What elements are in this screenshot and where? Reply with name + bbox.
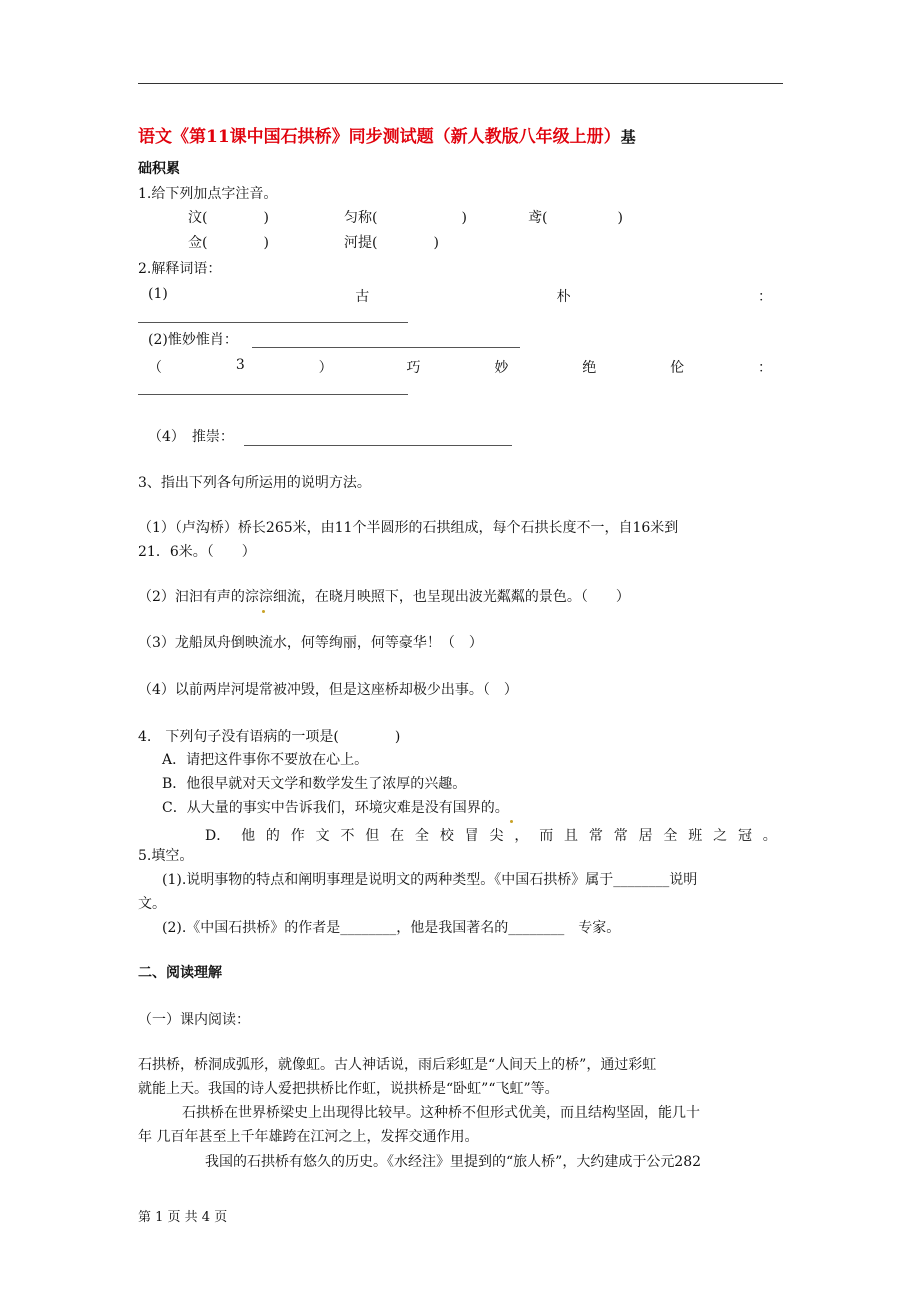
q3-sentence-2: （2）汩汩有声的淙淙细流，在晓月映照下，也呈现出波光粼粼的景色。（ ） <box>138 589 630 605</box>
reading-paragraph: 我国的石拱桥有悠久的历史。《水经注》里提到的“旅人桥”，大约建成于公元282 <box>205 1154 702 1170</box>
q2-item1: (1) 古 朴 ： <box>148 286 772 305</box>
q4-option-a: A．请把这件事你不要放在心上。 <box>162 752 369 768</box>
page-title: 语文《第11课中国石拱桥》同步测试题（新人教版八年级上册）基 <box>138 127 636 147</box>
q5-prompt: 5.填空。 <box>138 848 194 864</box>
q1-item: 鸢( ) <box>528 210 623 226</box>
q4-option-d: D． 他 的 作 文 不 但 在 全 校 冒 尖 ， 而 且 常 常 居 全 班 之 冠 。 <box>205 828 777 844</box>
q3-sentence-1-cont: 21．6米。（ ） <box>138 544 256 560</box>
section2-heading: 二、阅读理解 <box>138 965 222 981</box>
q5-item-1-cont: 文。 <box>138 896 166 912</box>
q4-option-b: B．他很早就对天文学和数学发生了浓厚的兴趣。 <box>162 776 467 792</box>
q3-sentence-4: （4）以前两岸河堤常被冲毁，但是这座桥却极少出事。（ ） <box>138 682 518 698</box>
answer-line <box>138 322 408 323</box>
q3-sentence-3: （3）龙船凤舟倒映流水，何等绚丽，何等豪华！（ ） <box>138 635 483 651</box>
q1-item: 汶( ) <box>188 210 269 226</box>
q3-prompt: 3、指出下列各句所运用的说明方法。 <box>138 475 371 491</box>
q1-prompt: 1.给下列加点字注音。 <box>138 186 278 202</box>
answer-line <box>138 394 408 395</box>
answer-line <box>252 347 520 348</box>
section1-heading: 础积累 <box>138 161 180 177</box>
reading-paragraph: 石拱桥，桥洞成弧形，就像虹。古人神话说，雨后彩虹是“人间天上的桥”，通过彩虹 <box>138 1057 657 1073</box>
q5-item-1: (1).说明事物的特点和阐明事理是说明文的两种类型。《中国石拱桥》属于________说明 <box>162 872 698 888</box>
q1-item: 河提( ) <box>344 235 439 251</box>
q1-item: 佥( ) <box>188 235 269 251</box>
q2-item2: (2)惟妙惟肖： <box>148 332 238 348</box>
emphasis-dot <box>510 820 513 823</box>
reading-subheading: （一）课内阅读： <box>138 1012 250 1028</box>
page-footer: 第 1 页 共 4 页 <box>138 1210 228 1225</box>
q2-item4: （4） 推崇： <box>148 429 234 445</box>
answer-line <box>244 445 512 446</box>
q1-item: 匀称( ) <box>344 210 467 226</box>
q3-sentence-1: （1）（卢沟桥）桥长265米，由11个半圆形的石拱组成，每个石拱长度不一，自16米到 <box>138 520 679 536</box>
reading-paragraph-cont: 就能上天。我国的诗人爱把拱桥比作虹，说拱桥是“卧虹”“飞虹”等。 <box>138 1081 559 1097</box>
q4-option-c: C．从大量的事实中告诉我们，环境灾难是没有国界的。 <box>162 800 509 816</box>
q5-item-2: (2).《中国石拱桥》的作者是________，他是我国著名的________ 专家。 <box>162 920 621 936</box>
q2-prompt: 2.解释词语： <box>138 261 222 277</box>
q4-prompt: 4. 下列句子没有语病的一项是( ) <box>138 729 401 745</box>
emphasis-dot <box>262 610 265 613</box>
reading-paragraph-cont: 年 几百年甚至上千年雄跨在江河之上，发挥交通作用。 <box>138 1129 479 1145</box>
header-rule <box>138 83 783 84</box>
reading-paragraph: 石拱桥在世界桥梁史上出现得比较早。这种桥不但形式优美，而且结构坚固，能几十 <box>182 1105 700 1121</box>
q2-item3: （ 3 ） 巧 妙 绝 伦 ： <box>148 357 772 376</box>
